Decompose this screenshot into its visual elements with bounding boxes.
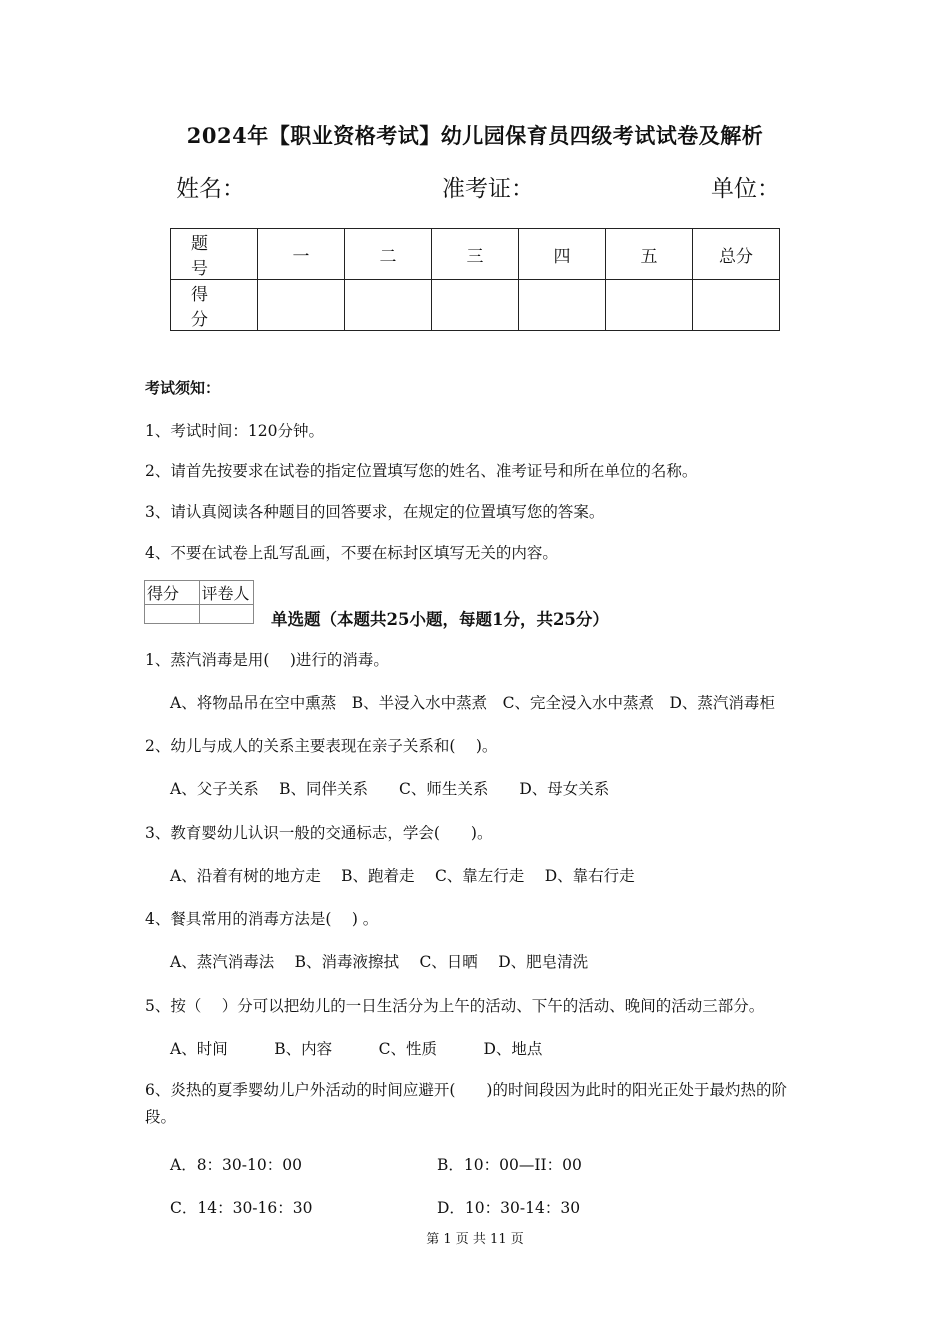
question-stem: 4、餐具常用的消毒方法是( ) 。 [145,910,379,928]
question-option-b: B．10：00—II：00 [437,1156,582,1174]
unit-field-label: 单位： [711,176,780,202]
grader-box [144,580,254,624]
grader-reviewer-label: 评卷人 [199,581,254,605]
grader-score-cell[interactable] [145,605,200,624]
grader-score-label: 得分 [145,581,200,605]
score-input-cell[interactable] [519,280,606,331]
question-stem: 3、教育婴幼儿认识一般的交通标志，学会( )。 [145,824,493,842]
score-header-cell: 二 [345,229,432,280]
name-field-label: 姓名： [176,176,245,202]
question-stem: 2、幼儿与成人的关系主要表现在亲子关系和( )。 [145,737,498,755]
score-table-score-row [171,280,780,331]
section-heading: 单选题（本题共25小题，每题1分，共25分） [271,610,609,629]
notice-item: 1、考试时间：120分钟。 [145,422,324,440]
score-input-cell[interactable] [345,280,432,331]
score-table-header-row [171,229,780,280]
score-header-cell: 题 号 [171,229,258,280]
exam-id-field-label: 准考证： [442,176,534,202]
notice-item: 3、请认真阅读各种题目的回答要求，在规定的位置填写您的答案。 [145,503,605,521]
question-option-c: C．14：30-16：30 [170,1199,313,1217]
page-title: 2024年【职业资格考试】幼儿园保育员四级考试试卷及解析 [186,123,764,148]
score-input-cell[interactable] [432,280,519,331]
question-stem: 6、炎热的夏季婴幼儿户外活动的时间应避开( )的时间段因为此时的阳光正处于最灼热的阶段。 [145,1081,787,1126]
score-header-cell: 一 [258,229,345,280]
question-option-a: A．8：30-10：00 [170,1156,302,1174]
page-footer: 第 1 页 共 11 页 [426,1232,524,1247]
notice-item: 2、请首先按要求在试卷的指定位置填写您的姓名、准考证号和所在单位的名称。 [145,462,698,480]
question-options: A、蒸汽消毒法 B、消毒液擦拭 C、日晒 D、肥皂清洗 [170,953,589,971]
notice-title: 考试须知： [145,379,221,397]
question-stem: 1、蒸汽消毒是用( )进行的消毒。 [145,651,389,669]
score-header-cell: 总分 [693,229,780,280]
score-row-label: 得 分 [171,280,258,331]
question-options: A、将物品吊在空中熏蒸 B、半浸入水中蒸煮 C、完全浸入水中蒸煮 D、蒸汽消毒柜 [170,694,775,712]
question-options: A、沿着有树的地方走 B、跑着走 C、靠左行走 D、靠右行走 [170,867,635,885]
score-input-cell[interactable] [693,280,780,331]
question-options: A、时间 B、内容 C、性质 D、地点 [170,1040,543,1058]
score-input-cell[interactable] [258,280,345,331]
score-input-cell[interactable] [606,280,693,331]
score-header-cell: 三 [432,229,519,280]
score-header-cell: 五 [606,229,693,280]
notice-item: 4、不要在试卷上乱写乱画，不要在标封区填写无关的内容。 [145,544,558,562]
question-options: A、父子关系 B、同伴关系 C、师生关系 D、母女关系 [170,780,610,798]
grader-reviewer-cell[interactable] [199,605,254,624]
question-stem: 5、按（ ）分可以把幼儿的一日生活分为上午的活动、下午的活动、晚间的活动三部分。 [145,997,765,1015]
question-option-d: D．10：30-14：30 [437,1199,581,1217]
score-table [170,228,780,331]
score-header-cell: 四 [519,229,606,280]
